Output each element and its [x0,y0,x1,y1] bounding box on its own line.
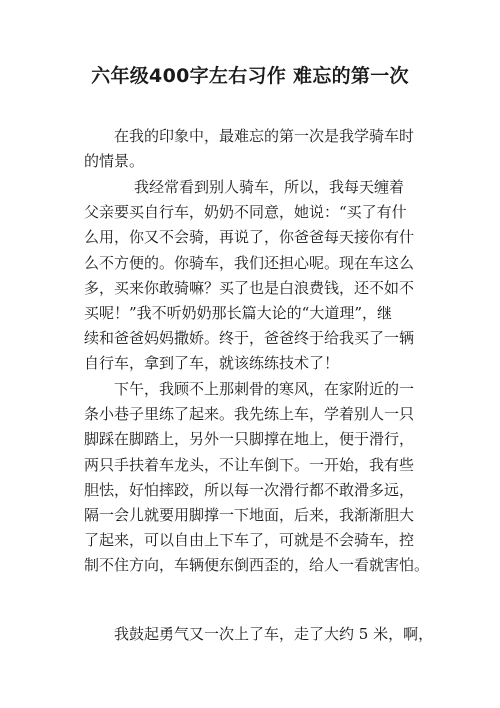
paragraph-1 [84,124,430,174]
paragraph-line: 么用，你又不会骑，再说了，你爸爸每天接你有什 [84,228,415,247]
paragraph-line: 我鼓起勇气又一次上了车，走了大约 5 米，啊， [114,625,434,643]
paragraph-line: 制不住方向，车辆便东倒西歪的，给人一看就害怕。 [84,556,430,575]
paragraph-line: 条小巷子里练了起来。我先练上车，学着别人一只 [84,405,415,424]
paragraph-line: 我经常看到别人骑车，所以，我每天缠着 [134,178,405,196]
paragraph-line: 脚踩在脚踏上，另外一只脚撑在地上，便于滑行， [84,430,415,449]
paragraph-3 [84,377,430,579]
paragraph-line: 在我的印象中，最难忘的第一次是我学骑车时 [114,127,415,145]
paragraph-4 [84,622,434,647]
page-title: 六年级400字左右习作 难忘的第一次 [91,65,409,87]
paragraph-line: 续和爸爸妈妈撒娇。终于，爸爸终于给我买了一辆 [84,329,415,348]
paragraph-line: 下午，我顾不上那刺骨的寒风，在家附近的一 [114,380,415,398]
paragraph-line: 了起来，可以自由上下车了，可就是不会骑车，控 [84,531,415,550]
paragraph-2 [84,175,430,377]
paragraph-line: 多，买来你敢骑嘛？买了也是白浪费钱，还不如不 [84,278,415,297]
paragraph-line: 自行车，拿到了车，就该练练技术了！ [84,354,340,373]
paragraph-line: 父亲要买自行车，奶奶不同意，她说：“买了有什 [84,203,407,222]
paragraph-line: 的情景。 [84,152,145,171]
paragraph-line: 么不方便的。你骑车，我们还担心呢。现在车这么 [84,253,415,272]
paragraph-line: 胆怯，好怕摔跤，所以每一次滑行都不敢滑多远， [84,480,415,499]
paragraph-line: 两只手扶着车龙头，不让车倒下。一开始，我有些 [84,455,415,474]
paragraph-line: 买呢！”我不听奶奶那长篇大论的“大道理”，继 [84,303,393,322]
paragraph-line: 隔一会儿就要用脚撑一下地面，后来，我渐渐胆大 [84,505,415,524]
